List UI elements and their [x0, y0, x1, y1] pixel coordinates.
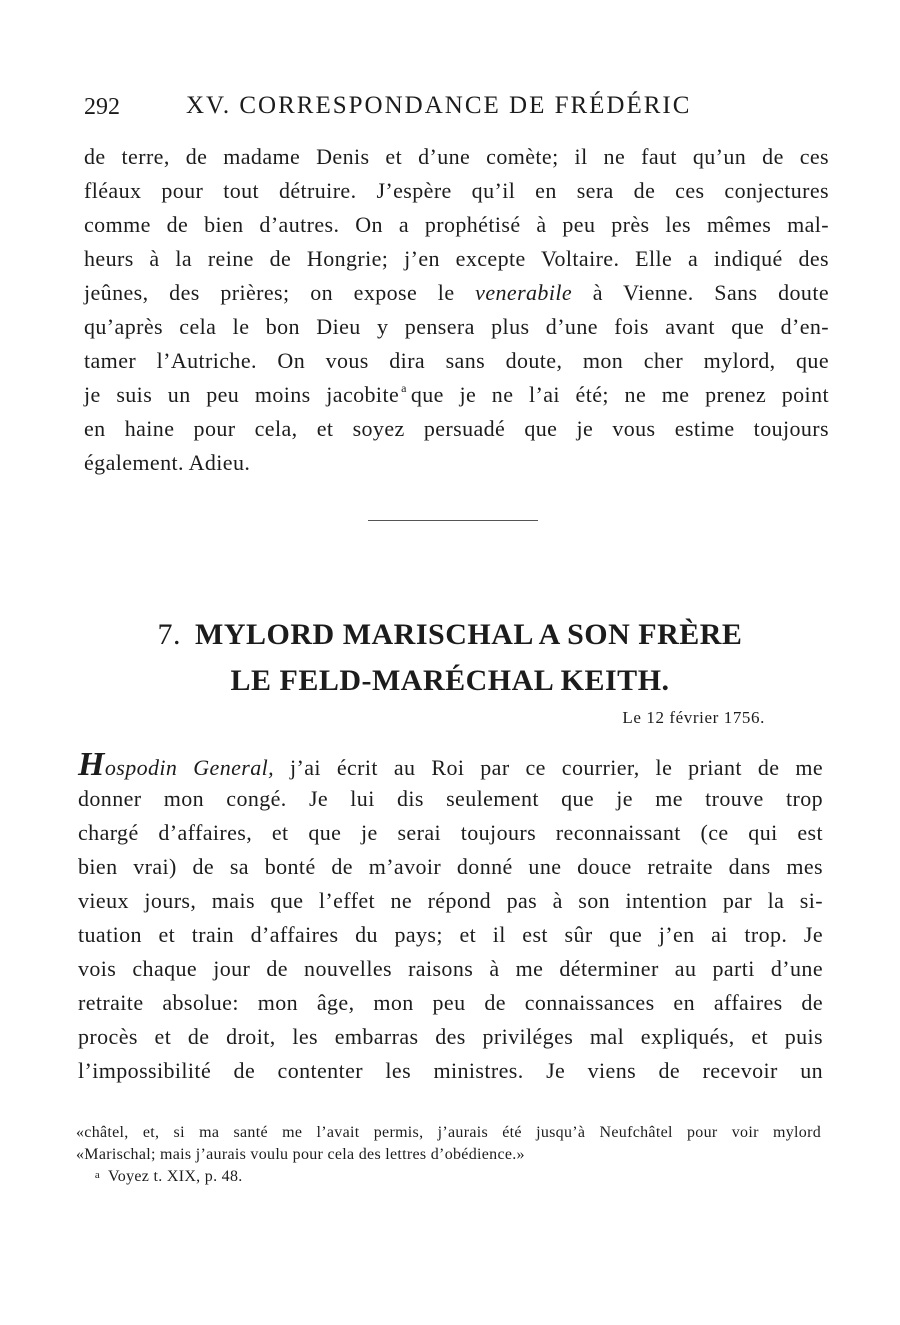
running-title: XV. CORRESPONDANCE DE FRÉDÉRIC	[186, 92, 692, 119]
footnote-line: «châtel, et, si ma santé me l’avait permis, j’aurais été jusqu’à Neufchâtel pour voir mylord	[76, 1124, 821, 1141]
text-fragment: je suis un peu moins jacobite	[84, 382, 400, 407]
footnote-text: Voyez t. XIX, p. 48.	[108, 1168, 243, 1185]
salutation	[78, 746, 275, 783]
footnote-marker: a	[401, 381, 407, 395]
section-title-line: LE FELD-MARÉCHAL KEITH.	[230, 664, 670, 697]
footnote-line: «Marischal; mais j’aurais voulu pour cela des lettres d’obédience.»	[76, 1146, 525, 1163]
footnote-marker: a	[94, 1169, 100, 1181]
salutation-initial: H	[78, 746, 105, 783]
section-divider	[368, 520, 538, 521]
text-line	[84, 378, 829, 411]
text-line: chargé d’affaires, et que je serai toujours reconnaissant (ce qui est	[78, 820, 823, 845]
text-line: fléaux pour tout détruire. J’espère qu’il en sera de ces conjectures	[84, 178, 829, 203]
section-number: 7.	[157, 618, 182, 651]
text-line: bien vrai) de sa bonté de m’avoir donné une douce retraite dans mes	[78, 854, 823, 879]
text-fragment: j’ai écrit au Roi par ce courrier, le priant de me	[290, 755, 823, 780]
text-fragment: que je ne l’ai été; ne me prenez point	[410, 382, 829, 407]
text-line: heurs à la reine de Hongrie; j’en excepte Voltaire. Elle a indiqué des	[84, 246, 829, 271]
section-title-line	[90, 612, 810, 658]
text-line: vieux jours, mais que l’effet ne répond pas à son intention par la si-	[78, 888, 823, 913]
text-fragment: jeûnes, des prières; on expose le	[84, 280, 455, 305]
text-line: retraite absolue: mon âge, mon peu de connaissances en affaires de	[78, 990, 823, 1015]
text-line: en haine pour cela, et soyez persuadé que je vous estime toujours	[84, 416, 829, 441]
italic-word: venerabile	[475, 280, 573, 305]
text-fragment: à Vienne. Sans doute	[592, 280, 830, 305]
text-line: de terre, de madame Denis et d’une comète; il ne faut qu’un de ces	[84, 144, 829, 169]
section-title-text: MYLORD MARISCHAL A SON FRÈRE	[195, 618, 743, 651]
text-line: tuation et train d’affaires du pays; et il est sûr que j’en ai trop. Je	[78, 922, 823, 947]
text-line	[84, 276, 829, 309]
letter-date: Le 12 février 1756.	[622, 708, 765, 727]
text-line: donner mon congé. Je lui dis seulement que je me trouve trop	[78, 786, 823, 811]
text-line: comme de bien d’autres. On a prophétisé à peu près les mêmes mal-	[84, 212, 829, 237]
salutation-text: ospodin General,	[104, 755, 275, 780]
footnote-a	[76, 1166, 821, 1188]
text-line: l’impossibilité de contenter les ministres. Je viens de recevoir un	[78, 1058, 823, 1083]
page-number: 292	[84, 94, 120, 120]
text-line: également. Adieu.	[84, 450, 251, 475]
text-line: tamer l’Autriche. On vous dira sans doute, mon cher mylord, que	[84, 348, 829, 373]
footnotes	[76, 1122, 821, 1188]
section-title	[90, 612, 810, 704]
text-line: qu’après cela le bon Dieu y pensera plus d’une fois avant que d’en-	[84, 314, 829, 339]
text-line: procès et de droit, les embarras des priviléges mal expliqués, et puis	[78, 1024, 823, 1049]
text-line	[78, 748, 823, 782]
text-line: vois chaque jour de nouvelles raisons à me déterminer au parti d’une	[78, 956, 823, 981]
running-head	[84, 92, 824, 126]
